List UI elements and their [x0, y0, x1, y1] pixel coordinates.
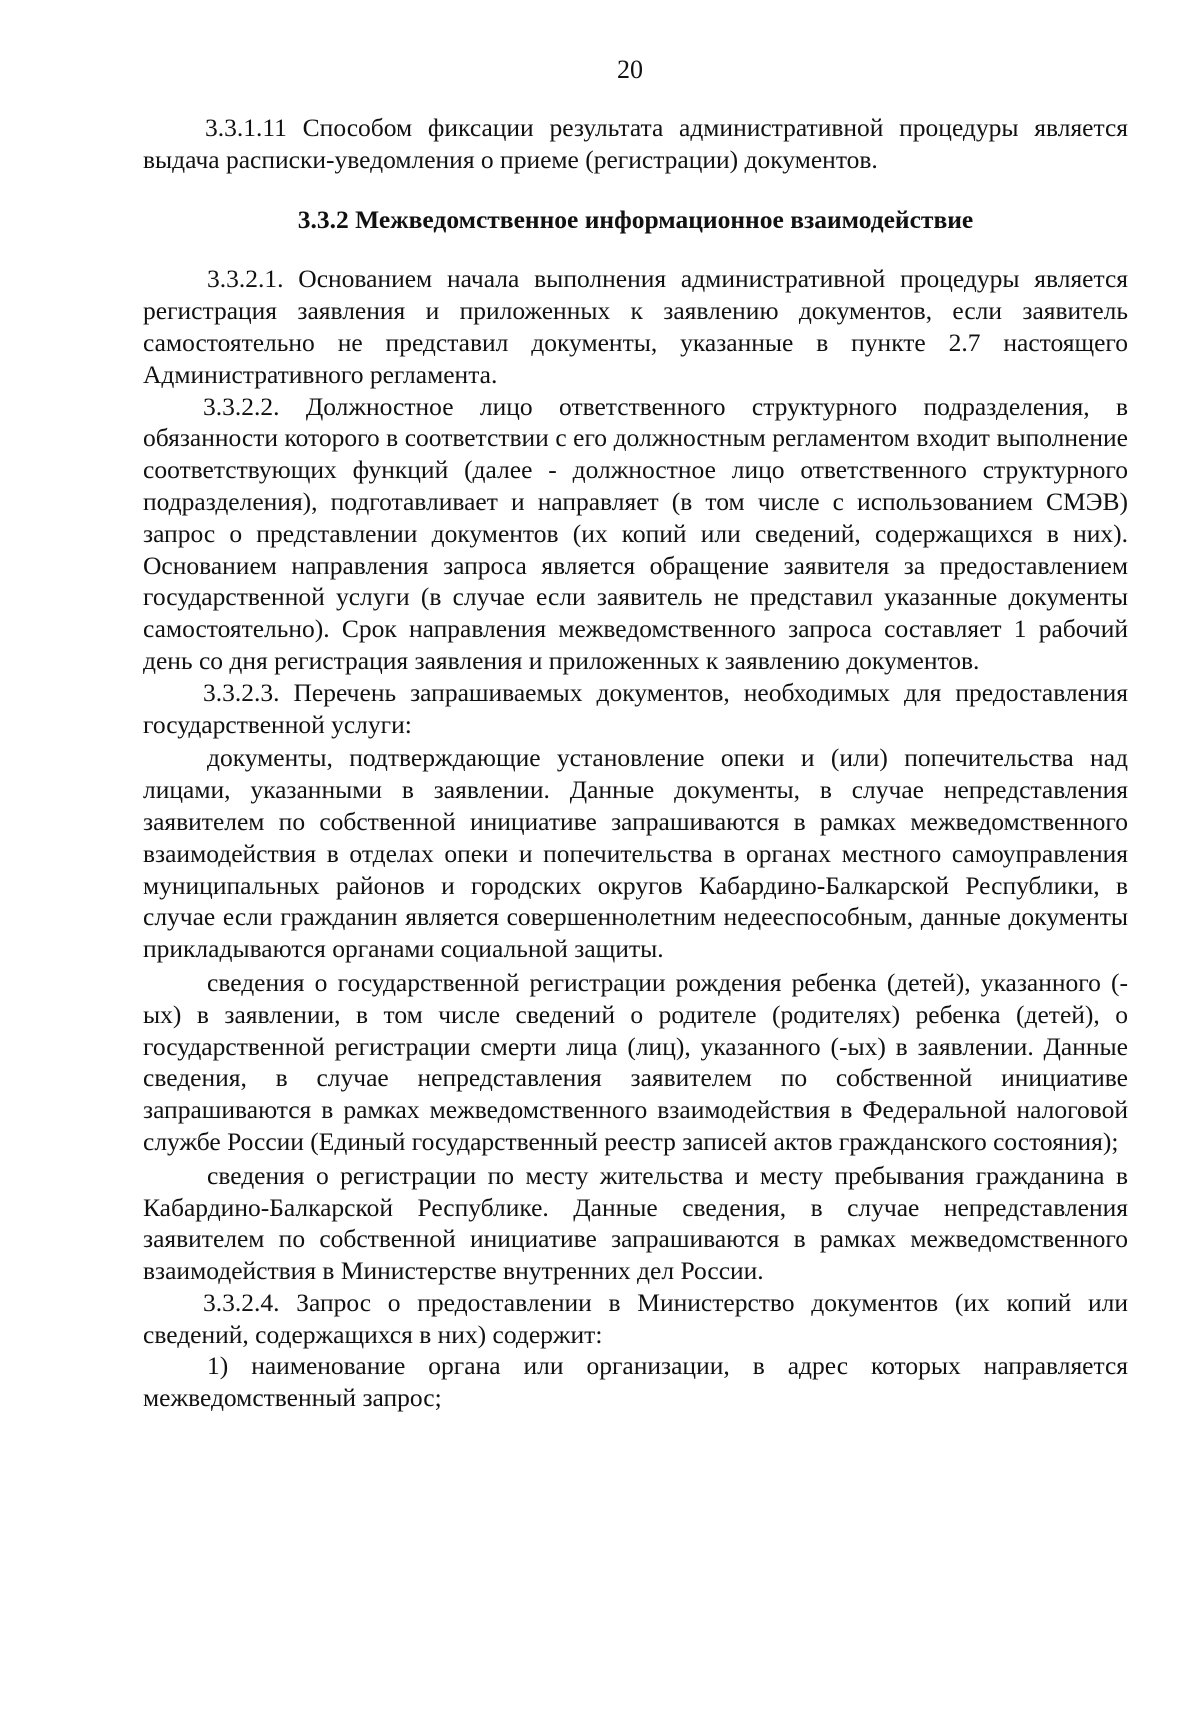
list-item-1: 1) наименование органа или организации, в адрес которых направляется межведомственный запрос; [143, 1351, 1128, 1413]
paragraph-3-3-2-1: 3.3.2.1. Основанием начала выполнения административной процедуры является регистрация заявления и приложенных к заявлению документов, если заявитель самостоятельно не представил документы, указанные в пункте 2.7 настоящего Административного регламента. [143, 264, 1128, 389]
document-body [143, 112, 1128, 1414]
paragraph-3-3-1-11: 3.3.1.11 Способом фиксации результата административной процедуры является выдача расписки-уведомления о приеме (регистрации) документов. [143, 113, 1128, 174]
paragraph-3-3-2-2: 3.3.2.2. Должностное лицо ответственного структурного подразделения, в обязанности которого в соответствии с его должностным регламентом входит выполнение соответствующих функций (далее - должностное лицо ответственного структурного подразделения), подготавливает и направляет (в том числе с использованием СМЭВ) запрос о представлении документов (их копий или сведений, содержащихся в них). Основанием направления запроса является обращение заявителя за предоставлением государственной услуги (в случае если заявитель не представил указанные документы самостоятельно). Срок направления межведомственного запроса составляет 1 рабочий день со дня регистрация заявления и приложенных к заявлению документов. [143, 391, 1128, 675]
paragraph-3-3-2-4: 3.3.2.4. Запрос о предоставлении в Министерство документов (их копий или сведений, содержащихся в них) содержит: [143, 1287, 1128, 1349]
list-item-birth-registration: сведения о государственной регистрации рождения ребенка (детей), указанного (-ых) в заявлении, в том числе сведений о родителе (родителях) ребенка (детей), о государственной регистрации смерти лица (лиц), указанного (-ых) в заявлении. Данные сведения, в случае непредставления заявителем по собственной инициативе запрашиваются в рамках межведомственного взаимодействия в Федеральной налоговой службе России (Единый государственный реестр записей актов гражданского состояния); [143, 967, 1128, 1156]
list-item-guardianship-documents: документы, подтверждающие установление опеки и (или) попечительства над лицами, указанными в заявлении. Данные документы, в случае непредставления заявителем по собственной инициативе запрашиваются в рамках межведомственного взаимодействия в отделах опеки и попечительства в органах местного самоуправления муниципальных районов и городских округов Кабардино-Балкарской Республики, в случае если гражданин является совершеннолетним недееспособным, данные документы прикладываются органами социальной защиты. [143, 743, 1128, 964]
paragraph-3-3-2-3: 3.3.2.3. Перечень запрашиваемых документов, необходимых для предоставления государственной услуги: [143, 677, 1128, 739]
section-heading: 3.3.2 Межведомственное информационное взаимодействие [297, 204, 974, 234]
list-item-residence-registration: сведения о регистрации по месту жительства и месту пребывания гражданина в Кабардино-Балкарской Республике. Данные сведения, в случае непредставления заявителем по собственной инициативе запрашиваются в рамках межведомственного взаимодействия в Министерстве внутренних дел России. [143, 1160, 1128, 1286]
page-number: 20 [617, 55, 643, 84]
